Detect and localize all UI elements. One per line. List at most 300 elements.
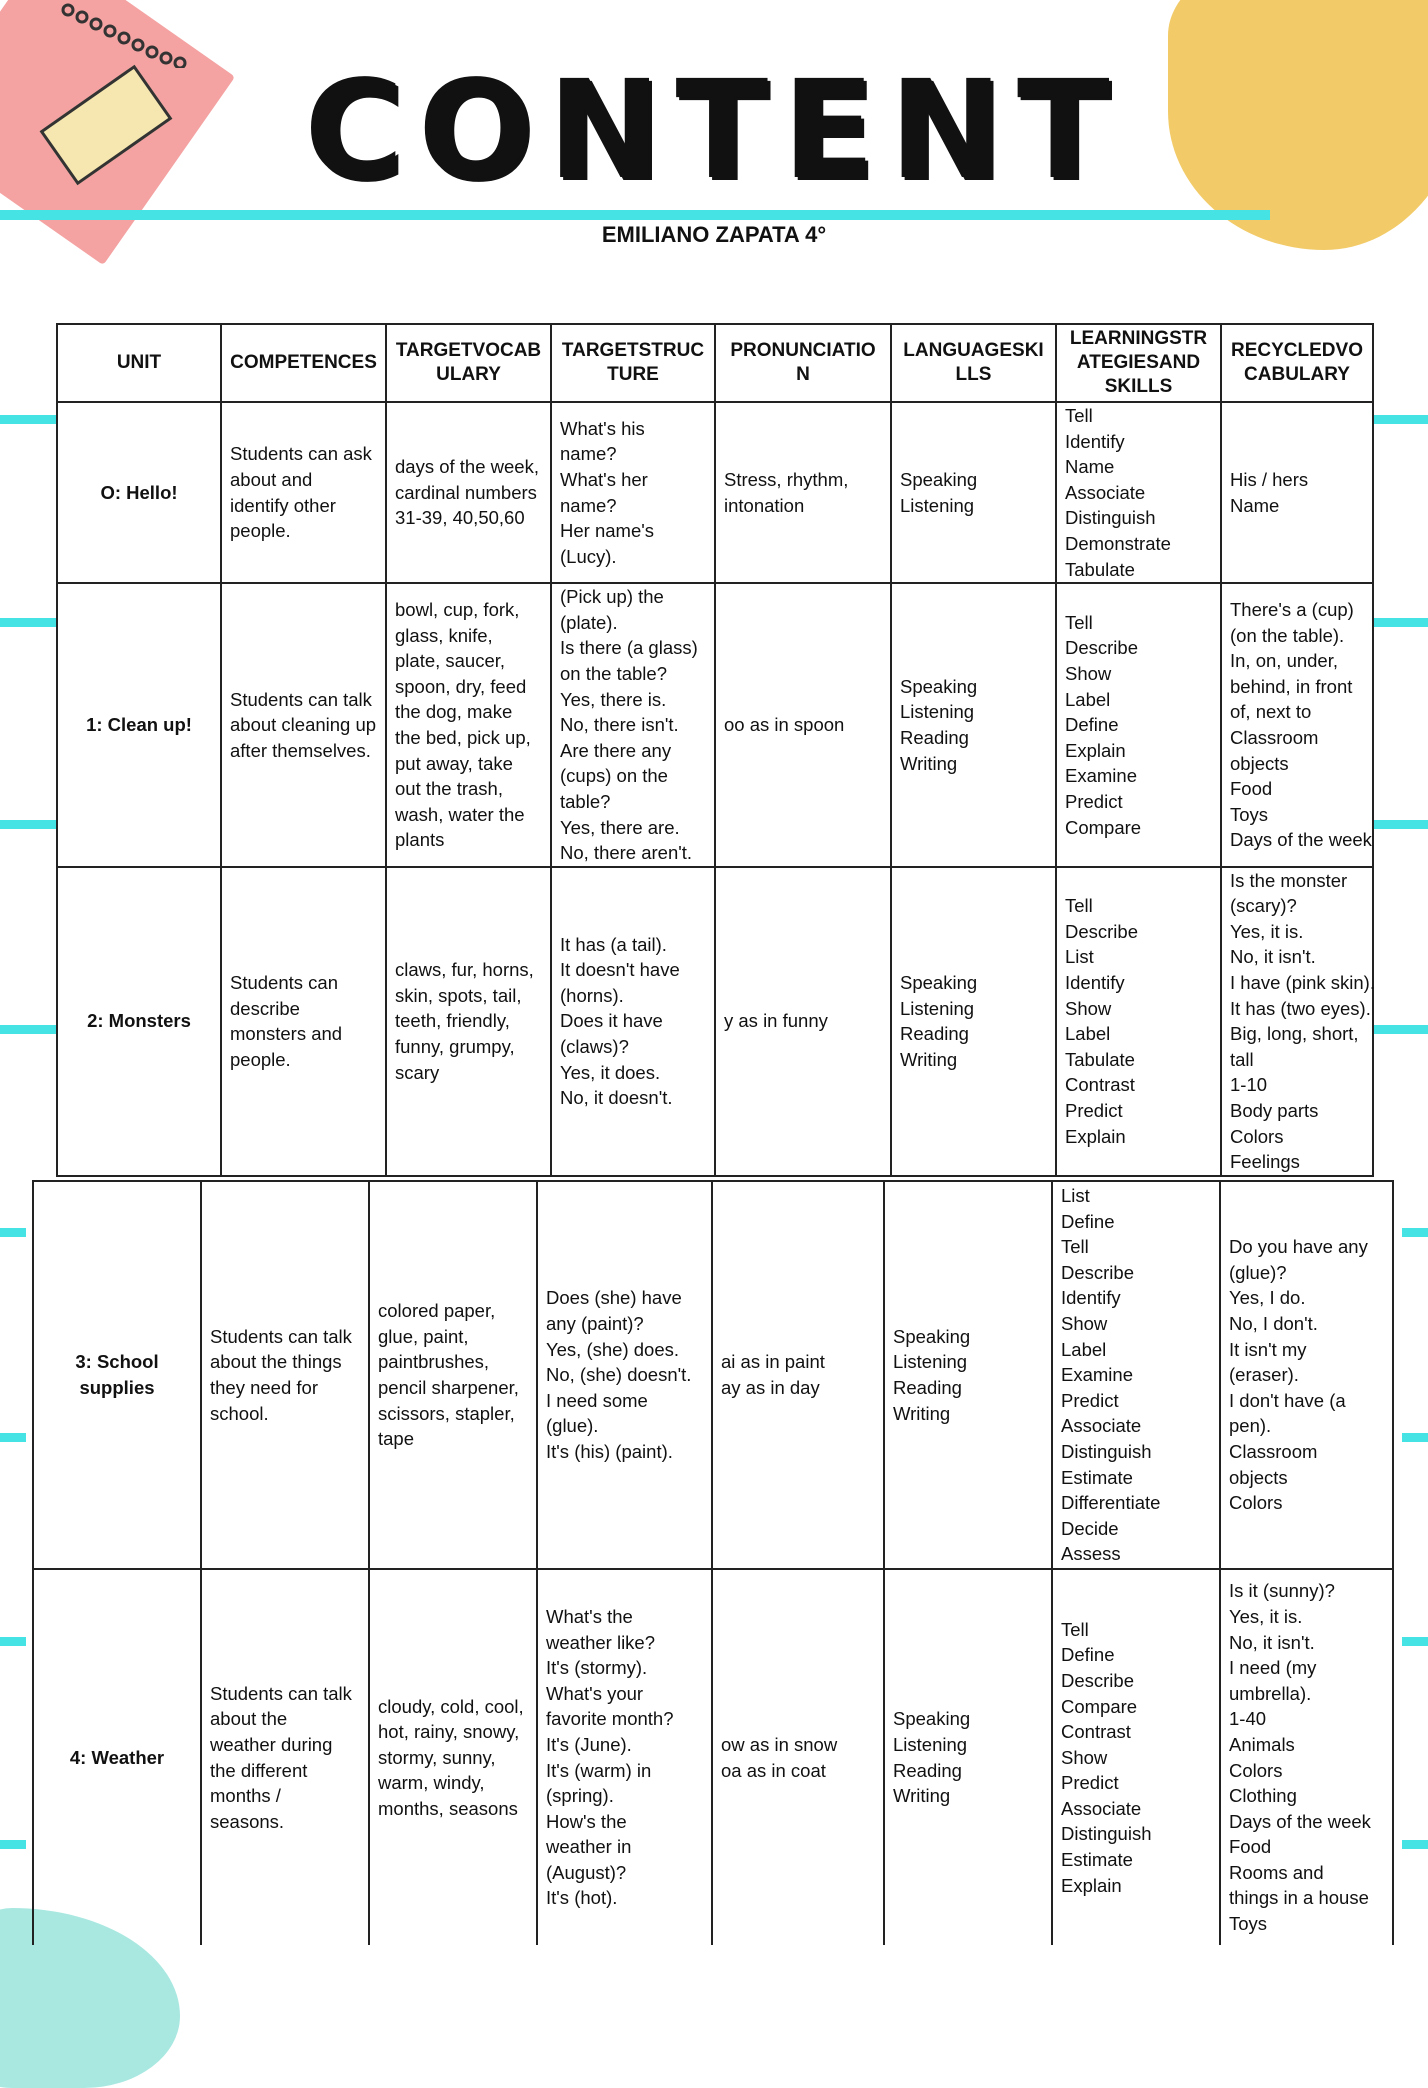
cell-line: ow as in snow	[721, 1733, 838, 1755]
cell-line: Yes, it is.	[1230, 920, 1304, 942]
cell-line: monsters and	[230, 1023, 343, 1045]
cell-line: No, it doesn't.	[560, 1087, 673, 1109]
cell-unit	[57, 867, 221, 1176]
cell-line: Describe	[1065, 920, 1138, 942]
cell-line: weather in	[546, 1836, 632, 1858]
cell-competences	[221, 583, 386, 867]
cell-line: Define	[1061, 1644, 1115, 1666]
cell-line: 3: School	[75, 1351, 159, 1373]
cell-line: Students can	[230, 972, 338, 994]
cell-line: Explain	[1065, 1125, 1126, 1147]
page-title: CONTENT	[304, 52, 1124, 210]
cell-line: Compare	[1061, 1695, 1138, 1717]
cell-line: AND SKILLS	[1104, 352, 1201, 397]
cell-line: colored paper,	[378, 1300, 496, 1322]
cell-pronunciation	[715, 402, 891, 583]
cell-line: (glue)?	[1229, 1261, 1287, 1283]
cell-line: TARGET	[395, 340, 473, 361]
decorative-dash	[1402, 1637, 1428, 1646]
cell-line: people.	[230, 1048, 291, 1070]
cell-line: Distinguish	[1061, 1823, 1152, 1845]
cell-line: Tell	[1065, 611, 1093, 633]
cell-line: Examine	[1065, 765, 1137, 787]
cell-strategies	[1056, 402, 1221, 583]
cell-line: Reading	[893, 1759, 962, 1781]
cell-line: Is it (sunny)?	[1229, 1580, 1335, 1602]
cell-unit	[33, 1181, 201, 1569]
cell-line: Explain	[1065, 739, 1126, 761]
cell-line: Label	[1065, 688, 1111, 710]
cell-line: Contrast	[1065, 1074, 1135, 1096]
cell-line: people.	[230, 520, 291, 542]
cell-line: Assess	[1061, 1543, 1121, 1565]
cell-line: SKILLS	[955, 340, 1044, 385]
cell-line: Label	[1061, 1338, 1107, 1360]
cell-line: How's the	[546, 1810, 627, 1832]
decorative-dash	[0, 1433, 26, 1442]
cell-line: warm, windy,	[378, 1772, 485, 1794]
header-language-skills	[891, 324, 1056, 402]
cell-line: Show	[1065, 997, 1112, 1019]
cell-line: supplies	[79, 1377, 155, 1398]
cell-line: Yes, there is.	[560, 688, 667, 710]
cell-line: about and	[230, 468, 313, 490]
cell-line: Speaking	[900, 468, 978, 490]
cell-line: Writing	[900, 1048, 958, 1070]
cell-line: 1-10	[1230, 1074, 1268, 1096]
cell-line: Identify	[1065, 972, 1125, 994]
cell-vocabulary	[386, 583, 551, 867]
cell-line: Estimate	[1061, 1849, 1133, 1871]
cell-strategies	[1052, 1569, 1220, 1945]
cell-line: I don't have (a	[1229, 1389, 1346, 1411]
cell-line: Students can talk	[230, 688, 372, 710]
table-row	[33, 1181, 1393, 1569]
cell-line: Reading	[893, 1377, 962, 1398]
cell-line: Listening	[893, 1733, 968, 1755]
cell-structure	[537, 1569, 712, 1945]
decorative-dash	[0, 820, 56, 829]
cell-line: 4: Weather	[69, 1746, 165, 1768]
table-header-row	[57, 324, 1373, 402]
cell-line: Name	[1230, 494, 1280, 516]
cell-line: It isn't my	[1229, 1338, 1307, 1360]
cell-line: Days of the week	[1229, 1810, 1371, 1832]
cell-line: It's (hot).	[546, 1887, 618, 1909]
cell-line: In, on, under,	[1230, 650, 1339, 672]
cell-line: table?	[560, 790, 611, 812]
cell-skills	[884, 1569, 1052, 1945]
table-row	[57, 402, 1373, 583]
cell-line: describe	[230, 997, 300, 1019]
cell-line: months /	[210, 1785, 281, 1807]
cell-pronunciation	[715, 867, 891, 1176]
cell-strategies	[1056, 867, 1221, 1176]
decorative-dash	[1402, 1433, 1428, 1442]
cell-line: Tell	[1061, 1236, 1089, 1258]
cell-line: No, (she) doesn't.	[546, 1364, 692, 1386]
cell-line: plate, saucer,	[395, 650, 506, 672]
cell-line: ai as in paint	[721, 1351, 825, 1373]
cell-line: (cups) on the	[560, 765, 668, 787]
cell-line: Predict	[1061, 1389, 1119, 1411]
cell-vocabulary	[386, 867, 551, 1176]
cell-strategies	[1052, 1181, 1220, 1569]
cell-line: LANGUAGE	[903, 340, 1013, 361]
cell-line: teeth, friendly,	[395, 1010, 510, 1032]
cell-line: Identify	[1065, 430, 1125, 452]
cell-line: No, there aren't.	[560, 842, 693, 864]
cell-unit	[57, 402, 221, 583]
cell-line: on the table?	[560, 662, 667, 684]
cell-line: Yes, it is.	[1229, 1605, 1303, 1627]
cell-line: about the	[210, 1708, 288, 1730]
cell-line: Tell	[1065, 895, 1093, 917]
cell-line: cardinal numbers	[395, 481, 537, 503]
cell-line: What's the	[546, 1605, 633, 1627]
cell-line: identify other	[230, 494, 336, 516]
cell-line: Stress, rhythm,	[724, 468, 849, 490]
cell-line: Compare	[1065, 816, 1142, 838]
decorative-dash	[0, 1025, 56, 1034]
cell-line: (plate).	[560, 611, 618, 633]
cell-competences	[221, 402, 386, 583]
cell-line: hot, rainy, snowy,	[378, 1721, 520, 1743]
cell-recycled	[1220, 1181, 1393, 1569]
cell-line: Tell	[1065, 405, 1093, 426]
decorative-dash	[0, 1840, 26, 1849]
cell-line: Writing	[900, 752, 958, 774]
header-competences	[221, 324, 386, 402]
cell-line: Predict	[1065, 790, 1123, 812]
cell-line: His / hers	[1230, 468, 1309, 490]
cell-line: tape	[378, 1428, 415, 1450]
cell-line: Demonstrate	[1065, 532, 1171, 554]
cell-line: objects	[1230, 752, 1289, 774]
cell-line: stormy, sunny,	[378, 1746, 496, 1768]
cell-skills	[891, 402, 1056, 583]
cell-line: Is the monster	[1230, 869, 1348, 891]
cell-line: about cleaning up	[230, 714, 377, 736]
cell-line: It has (a tail).	[560, 933, 667, 955]
cell-line: I need (my	[1229, 1657, 1317, 1679]
cell-pronunciation	[712, 1181, 884, 1569]
cell-line: after themselves.	[230, 739, 371, 761]
cell-line: VOCABULARY	[1244, 340, 1363, 385]
decorative-dash	[1402, 1228, 1428, 1237]
cell-line: No, it isn't.	[1230, 946, 1316, 968]
cell-line: Writing	[893, 1785, 951, 1807]
cell-line: UNIT	[116, 352, 162, 373]
cell-line: Is there (a glass)	[560, 637, 698, 659]
cell-line: (on the table).	[1230, 624, 1345, 646]
table-row	[57, 583, 1373, 867]
cell-line: paintbrushes,	[378, 1351, 490, 1373]
page-subtitle: EMILIANO ZAPATA 4°	[601, 222, 827, 247]
cell-line: about the things	[210, 1351, 342, 1373]
content-table-continued	[32, 1180, 1394, 1945]
cell-line: intonation	[724, 494, 805, 516]
cell-line: Define	[1061, 1210, 1115, 1232]
cell-line: the different	[210, 1759, 308, 1781]
cell-line: Does (she) have	[546, 1287, 682, 1309]
cell-line: (eraser).	[1229, 1364, 1299, 1386]
decorative-dash	[1372, 820, 1428, 829]
cell-line: 1-40	[1229, 1708, 1267, 1730]
cell-line: Feelings	[1230, 1151, 1300, 1173]
cell-line: they need for	[210, 1377, 318, 1398]
table-row	[57, 867, 1373, 1176]
cell-line: Label	[1065, 1023, 1111, 1045]
cell-line: Distinguish	[1061, 1440, 1152, 1462]
cell-line: the bed, pick up,	[395, 726, 531, 748]
cell-line: Toys	[1230, 803, 1269, 825]
cell-line: Differentiate	[1061, 1492, 1161, 1514]
cell-line: TARGET	[561, 340, 639, 361]
cell-line: (horns).	[560, 984, 624, 1006]
cell-line: It's (warm) in	[546, 1759, 652, 1781]
cell-line: oo as in spoon	[724, 714, 845, 736]
cell-line: Days of the week	[1230, 829, 1372, 851]
cell-line: (August)?	[546, 1861, 627, 1883]
cell-line: Describe	[1061, 1261, 1134, 1283]
cell-line: No, I don't.	[1229, 1313, 1318, 1335]
cell-line: skin, spots, tail,	[395, 984, 522, 1006]
cell-line: plants	[395, 829, 445, 851]
cell-line: Food	[1230, 778, 1273, 800]
decorative-dash	[1372, 1025, 1428, 1034]
decorative-dash	[0, 618, 56, 627]
cell-line: No, it isn't.	[1229, 1631, 1315, 1653]
cell-line: Identify	[1061, 1287, 1121, 1309]
cell-line: Associate	[1061, 1415, 1142, 1437]
cell-vocabulary	[386, 402, 551, 583]
cell-line: Writing	[893, 1402, 951, 1424]
cell-line: bowl, cup, fork,	[395, 598, 520, 620]
cell-vocabulary	[369, 1181, 537, 1569]
cell-line: Classroom	[1230, 726, 1319, 748]
cell-unit	[33, 1569, 201, 1945]
cell-line: (Pick up) the	[560, 586, 664, 608]
cell-line: Listening	[893, 1351, 968, 1373]
cell-line: Reading	[900, 726, 969, 748]
cell-competences	[221, 867, 386, 1176]
decorative-dash	[0, 415, 56, 424]
cell-line: Contrast	[1061, 1721, 1131, 1743]
cell-line: claws, fur, horns,	[395, 959, 534, 981]
cell-line: List	[1061, 1185, 1090, 1207]
cell-line: Classroom	[1229, 1440, 1318, 1462]
cell-line: LEARNING	[1069, 328, 1170, 349]
cell-structure	[551, 867, 715, 1176]
cell-line: (spring).	[546, 1785, 614, 1807]
cell-line: Name	[1065, 456, 1115, 478]
header-target-vocabulary	[386, 324, 551, 402]
cell-line: (glue).	[546, 1415, 599, 1437]
cell-line: cloudy, cold, cool,	[378, 1695, 524, 1717]
cell-line: name?	[560, 494, 617, 516]
cell-line: Animals	[1229, 1733, 1295, 1755]
cell-line: RECYCLED	[1231, 340, 1336, 361]
cell-recycled	[1221, 583, 1373, 867]
cell-line: Listening	[900, 997, 975, 1019]
cell-line: Reading	[900, 1023, 969, 1045]
cell-line: Explain	[1061, 1874, 1122, 1896]
cell-line: things in a house	[1229, 1887, 1369, 1909]
cell-line: Rooms and	[1229, 1861, 1324, 1883]
cell-line: Yes, there are.	[560, 816, 680, 838]
cell-line: Big, long, short,	[1230, 1023, 1359, 1045]
cell-line: Tell	[1061, 1618, 1089, 1640]
cell-line: (scary)?	[1230, 895, 1297, 917]
cell-line: scary	[395, 1061, 440, 1083]
cell-line: Colors	[1229, 1759, 1283, 1781]
cell-line: What's her	[560, 468, 648, 490]
cell-line: tall	[1230, 1048, 1254, 1070]
cell-line: Toys	[1229, 1913, 1268, 1935]
cell-line: weather during	[210, 1733, 333, 1755]
cell-line: Associate	[1065, 481, 1146, 503]
cell-line: oa as in coat	[721, 1759, 826, 1781]
cell-pronunciation	[715, 583, 891, 867]
cell-line: (claws)?	[560, 1036, 629, 1058]
cell-line: Students can talk	[210, 1325, 352, 1347]
header-recycled-vocabulary	[1221, 324, 1373, 402]
cell-line: I need some	[546, 1389, 648, 1411]
cell-line: Distinguish	[1065, 507, 1156, 529]
cell-line: seasons.	[210, 1810, 285, 1832]
cell-skills	[884, 1181, 1052, 1569]
cell-line: What's his	[560, 417, 645, 439]
cell-line: O: Hello!	[100, 481, 178, 503]
cell-line: Speaking	[900, 675, 978, 697]
cell-line: 1: Clean up!	[86, 714, 192, 736]
cell-line: Tabulate	[1065, 558, 1135, 580]
cell-line: any (paint)?	[546, 1313, 644, 1335]
header-learning-strategies	[1056, 324, 1221, 402]
cell-line: I have (pink skin).	[1230, 972, 1375, 994]
cell-line: Listening	[900, 494, 975, 516]
cell-line: Estimate	[1061, 1466, 1133, 1488]
cell-line: days of the week,	[395, 456, 539, 478]
cell-line: COMPETENCES	[230, 352, 377, 373]
cell-line: Do you have any	[1229, 1236, 1368, 1258]
cell-line: Colors	[1229, 1492, 1283, 1514]
cell-line: Show	[1061, 1746, 1108, 1768]
cell-pronunciation	[712, 1569, 884, 1945]
content-table	[56, 323, 1374, 1177]
cell-line: It's (his) (paint).	[546, 1440, 673, 1462]
cell-line: Listening	[900, 701, 975, 723]
cell-line: There's a (cup)	[1230, 598, 1354, 620]
cell-recycled	[1221, 402, 1373, 583]
cell-line: No, there isn't.	[560, 714, 679, 736]
cell-vocabulary	[369, 1569, 537, 1945]
cell-competences	[201, 1181, 369, 1569]
cell-line: out the trash,	[395, 778, 503, 800]
cell-line: STRATEGIES	[1076, 328, 1208, 373]
cell-line: STRUCTURE	[607, 340, 705, 385]
cell-line: Students can talk	[210, 1682, 352, 1704]
decorative-dash	[0, 1228, 26, 1237]
cell-line: pen).	[1229, 1415, 1272, 1437]
cell-line: weather like?	[546, 1631, 656, 1653]
cell-strategies	[1056, 583, 1221, 867]
cell-line: What's your	[546, 1682, 644, 1704]
cell-line: favorite month?	[546, 1708, 674, 1730]
cell-line: put away, take	[395, 752, 513, 774]
cell-skills	[891, 867, 1056, 1176]
cell-structure	[551, 402, 715, 583]
cell-line: Speaking	[900, 972, 978, 994]
cell-line: behind, in front	[1230, 675, 1353, 697]
cell-line: Colors	[1230, 1125, 1284, 1147]
cell-line: Are there any	[560, 739, 672, 761]
cell-line: pencil sharpener,	[378, 1377, 519, 1398]
cell-line: school.	[210, 1402, 269, 1424]
cell-line: Show	[1065, 662, 1112, 684]
cell-line: of, next to	[1230, 701, 1312, 723]
cell-line: funny, grumpy,	[395, 1036, 515, 1058]
header-pronunciation	[715, 324, 891, 402]
cell-line: Show	[1061, 1313, 1108, 1335]
cell-line: Predict	[1061, 1772, 1119, 1794]
cell-line: Her name's	[560, 520, 655, 542]
cell-line: months, seasons	[378, 1797, 518, 1819]
cell-unit	[57, 583, 221, 867]
cell-line: 2: Monsters	[87, 1010, 191, 1032]
cell-line: wash, water the	[395, 803, 525, 825]
cell-line: umbrella).	[1229, 1682, 1312, 1704]
cell-line: ay as in day	[721, 1377, 820, 1398]
cell-line: Speaking	[893, 1708, 971, 1730]
decorative-line	[0, 210, 1270, 220]
header-unit	[57, 324, 221, 402]
cell-line: Predict	[1065, 1100, 1123, 1122]
cell-skills	[891, 583, 1056, 867]
cell-line: Speaking	[893, 1325, 971, 1347]
cell-line: y as in funny	[724, 1010, 828, 1032]
header-target-structure	[551, 324, 715, 402]
cell-line: Yes, it does.	[560, 1061, 661, 1083]
decorative-dash	[1372, 415, 1428, 424]
cell-line: the dog, make	[395, 701, 513, 723]
cell-line: It's (June).	[546, 1733, 632, 1755]
cell-line: PRONUNCIATION	[730, 340, 876, 385]
cell-recycled	[1220, 1569, 1393, 1945]
cell-line: glue, paint,	[378, 1325, 469, 1347]
cell-line: It has (two eyes).	[1230, 997, 1371, 1019]
cell-line: VOCABULARY	[436, 340, 542, 385]
cell-line: Clothing	[1229, 1785, 1297, 1807]
cell-line: Decide	[1061, 1517, 1119, 1539]
cell-line: It's (stormy).	[546, 1657, 648, 1679]
cell-line: Does it have	[560, 1010, 663, 1032]
cell-line: Yes, (she) does.	[546, 1338, 680, 1360]
decorative-dash	[1402, 1840, 1428, 1849]
cell-line: (Lucy).	[560, 545, 617, 567]
cell-line: Define	[1065, 714, 1119, 736]
decorative-dash	[0, 1637, 26, 1646]
cell-line: It doesn't have	[560, 959, 680, 981]
cell-line: scissors, stapler,	[378, 1402, 515, 1424]
cell-line: Describe	[1061, 1669, 1134, 1691]
decorative-dash	[1372, 618, 1428, 627]
cell-line: Tabulate	[1065, 1048, 1135, 1070]
cell-line: spoon, dry, feed	[395, 675, 527, 697]
table-row	[33, 1569, 1393, 1945]
cell-line: Examine	[1061, 1364, 1133, 1386]
